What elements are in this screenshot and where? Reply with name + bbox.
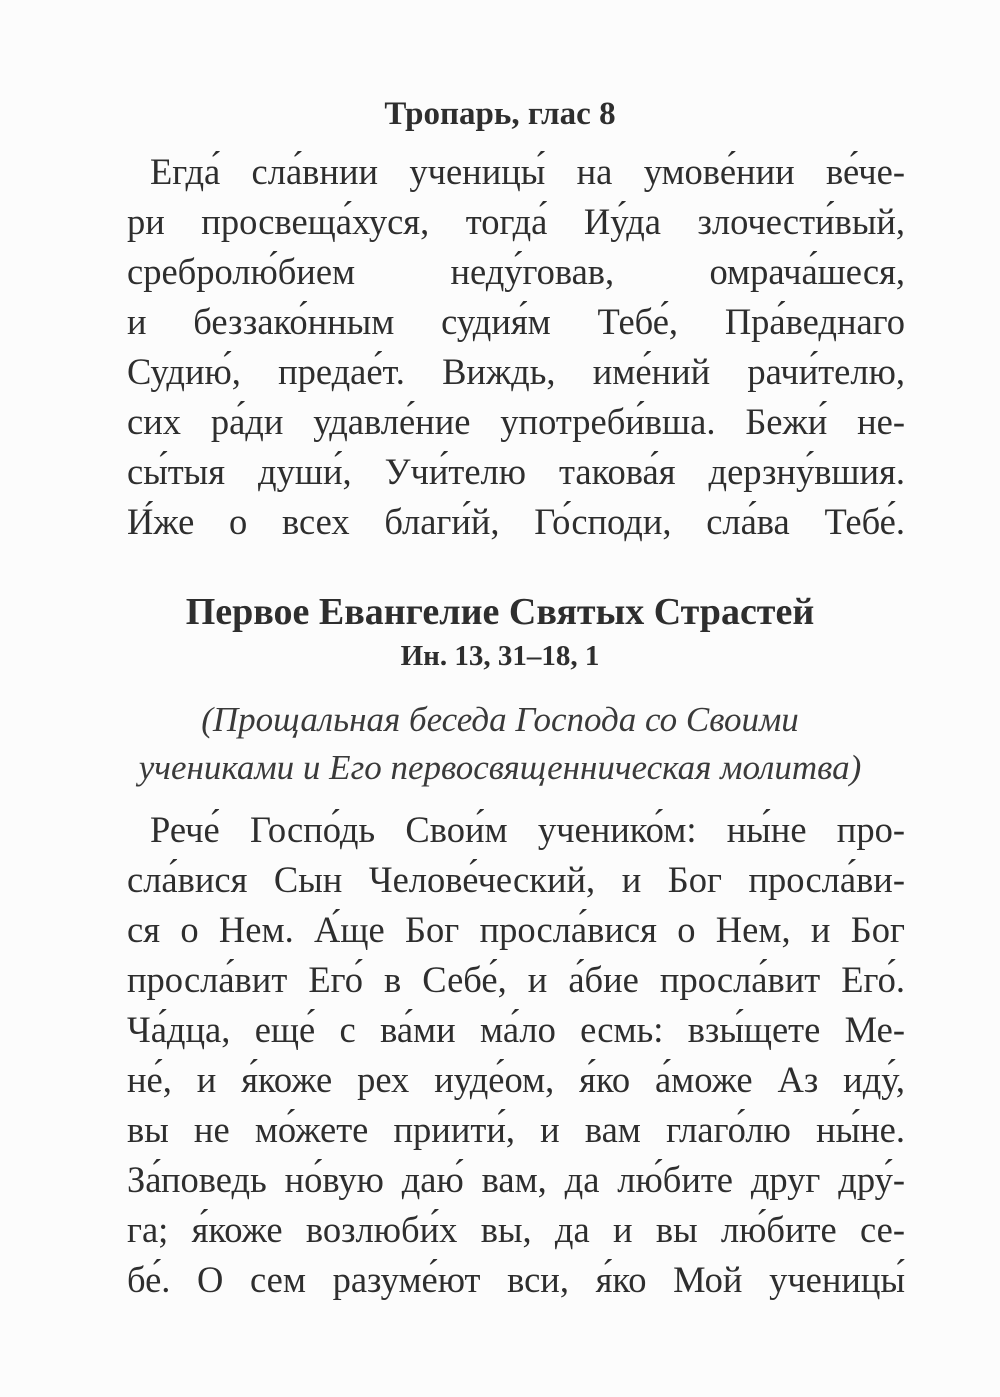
text-line: вы не мо́жете приити́, и вам глаго́лю ны́не.	[127, 1109, 905, 1150]
gospel-reference: Ин. 13, 31–18, 1	[400, 640, 600, 672]
text-line: сребролю́бием неду́говав, омрача́шеся,	[127, 251, 905, 292]
text-line: сла́вися Сын Челове́ческий, и Бог просла́ви-	[127, 859, 905, 900]
text-line: За́поведь но́вую даю́ вам, да лю́бите друг дру́-	[127, 1159, 905, 1200]
text-line: сих ра́ди удавле́ние употреби́вша. Бежи́ не-	[127, 401, 905, 442]
text-line: Ча́дца, еще́ с ва́ми ма́ло есмь: взы́щете Ме-	[127, 1009, 905, 1050]
text-line: Егда́ сла́внии ученицы́ на умове́нии ве́че-	[150, 151, 905, 192]
text-line: не́, и я́коже рех иуде́ом, я́ко а́може Аз иду́,	[127, 1059, 905, 1100]
gospel-subtitle: учениками и Его первосвященническая молитва)	[138, 748, 862, 787]
troparion-title: Тропарь, глас 8	[384, 96, 616, 132]
gospel-title: Первое Евангелие Святых Страстей	[185, 591, 815, 633]
text-line: сы́тыя души́, Учи́телю такова́я дерзну́вшия.	[127, 451, 905, 492]
text-line: ри просвеща́хуся, тогда́ Иу́да злочести́вый,	[127, 201, 905, 242]
text-line: ся о Нем. А́ще Бог просла́вися о Нем, и Бог	[127, 909, 905, 950]
text-line: бе́. О сем разуме́ют вси, я́ко Мой ученицы́	[127, 1259, 905, 1300]
text-line: просла́вит Его́ в Себе́, и а́бие просла́вит Его́.	[127, 959, 905, 1000]
text-line: и беззако́нным судия́м Тебе́, Пра́веднаго	[127, 301, 905, 342]
text-line: Судию́, предае́т. Виждь, име́ний рачи́телю,	[127, 351, 905, 392]
text-line: га; я́коже возлюби́х вы, да и вы лю́бите се-	[127, 1209, 905, 1250]
text-line: И́же о всех благи́й, Го́споди, сла́ва Тебе́.	[127, 501, 905, 542]
gospel-subtitle: (Прощальная беседа Господа со Своими	[201, 700, 799, 739]
text-line: Рече́ Госпо́дь Свои́м ученико́м: ны́не про-	[150, 809, 905, 850]
